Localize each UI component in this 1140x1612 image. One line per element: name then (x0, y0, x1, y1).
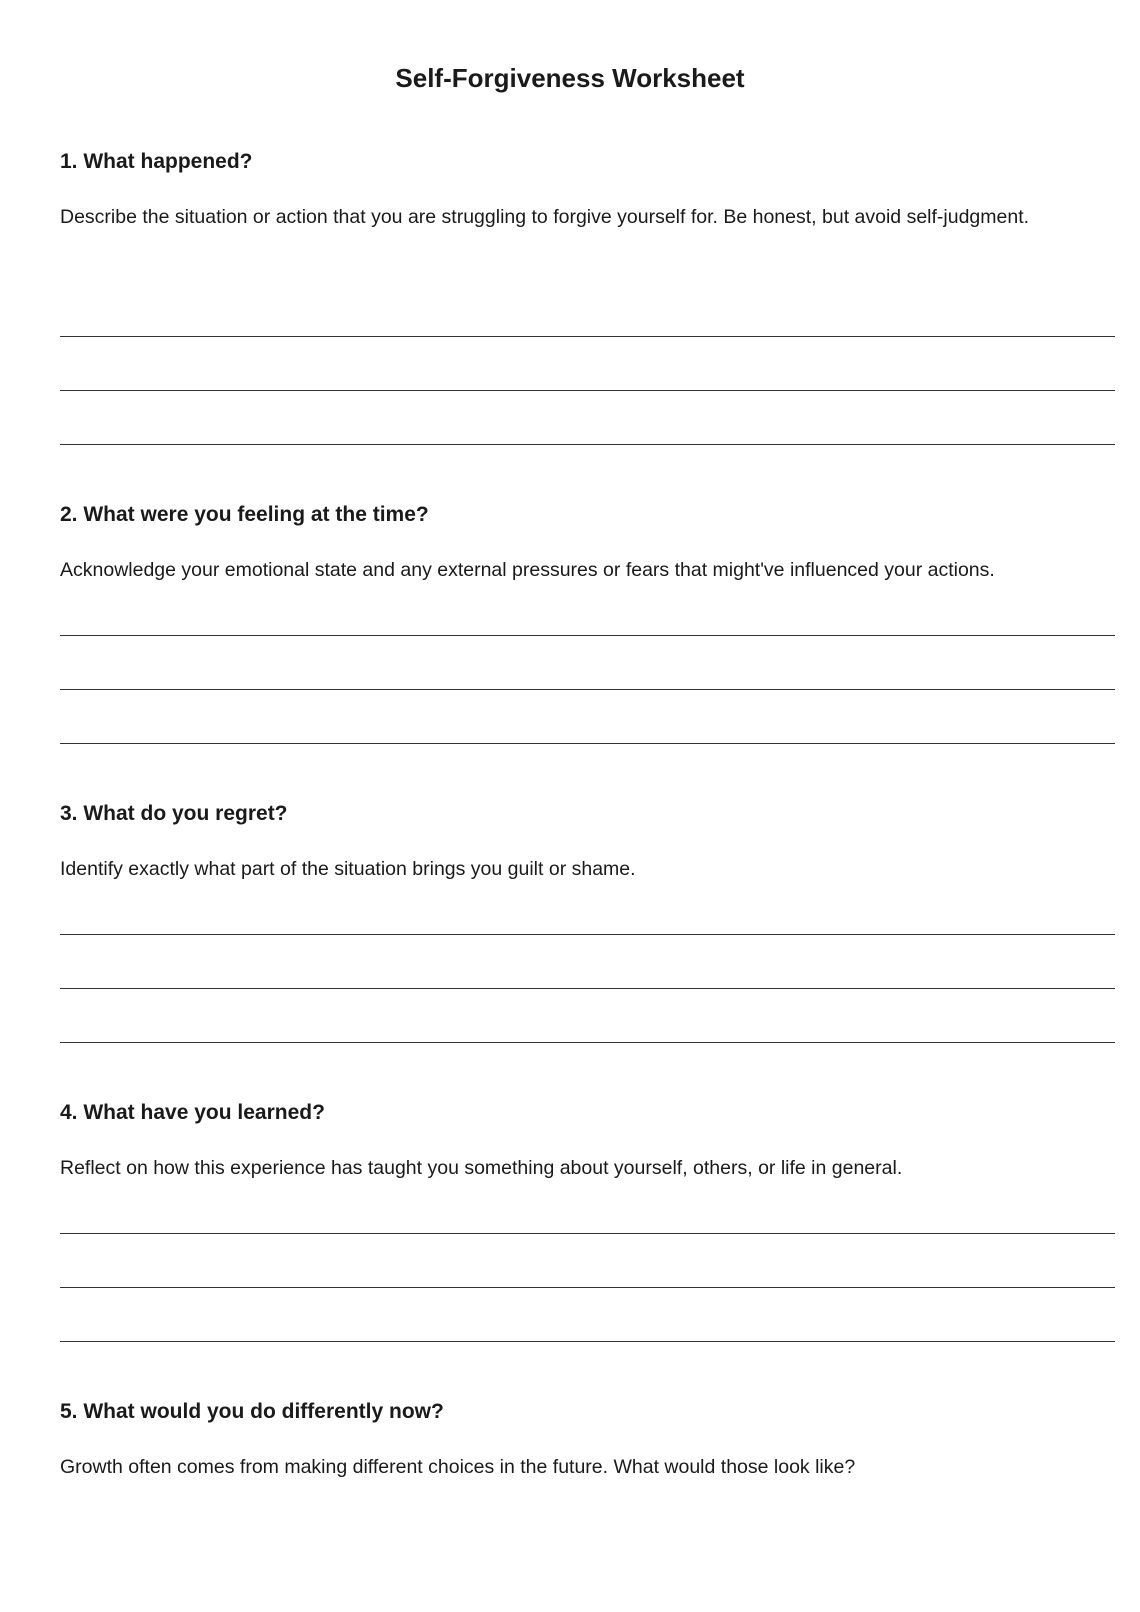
question-4-answer-line-3[interactable] (60, 1341, 1115, 1342)
question-2-heading: 2. What were you feeling at the time? (60, 503, 429, 526)
question-1-answer-line-3[interactable] (60, 444, 1115, 445)
question-5-prompt: Growth often comes from making different choices in the future. What would those look like? (60, 1456, 856, 1478)
question-3-answer-line-3[interactable] (60, 1042, 1115, 1043)
question-1-heading: 1. What happened? (60, 150, 253, 173)
question-1-prompt: Describe the situation or action that you are struggling to forgive yourself for. Be honest, but avoid self-judgment. (60, 206, 1030, 228)
question-1-answer-line-2[interactable] (60, 390, 1115, 391)
question-2-answer-line-2[interactable] (60, 689, 1115, 690)
question-4-answer-line-1[interactable] (60, 1233, 1115, 1234)
question-3-prompt: Identify exactly what part of the situation brings you guilt or shame. (60, 858, 636, 880)
question-4-prompt: Reflect on how this experience has taught you something about yourself, others, or life in general. (60, 1157, 903, 1179)
question-3-answer-line-1[interactable] (60, 934, 1115, 935)
question-2-answer-line-1[interactable] (60, 635, 1115, 636)
question-2-prompt: Acknowledge your emotional state and any external pressures or fears that might've influenced your actions. (60, 559, 995, 581)
question-3-answer-line-2[interactable] (60, 988, 1115, 989)
question-3-heading: 3. What do you regret? (60, 802, 288, 825)
question-4-heading: 4. What have you learned? (60, 1101, 325, 1124)
question-4-answer-line-2[interactable] (60, 1287, 1115, 1288)
question-2-answer-line-3[interactable] (60, 743, 1115, 744)
question-5-heading: 5. What would you do differently now? (60, 1400, 444, 1423)
question-1-answer-line-1[interactable] (60, 336, 1115, 337)
worksheet-title: Self-Forgiveness Worksheet (395, 63, 745, 93)
